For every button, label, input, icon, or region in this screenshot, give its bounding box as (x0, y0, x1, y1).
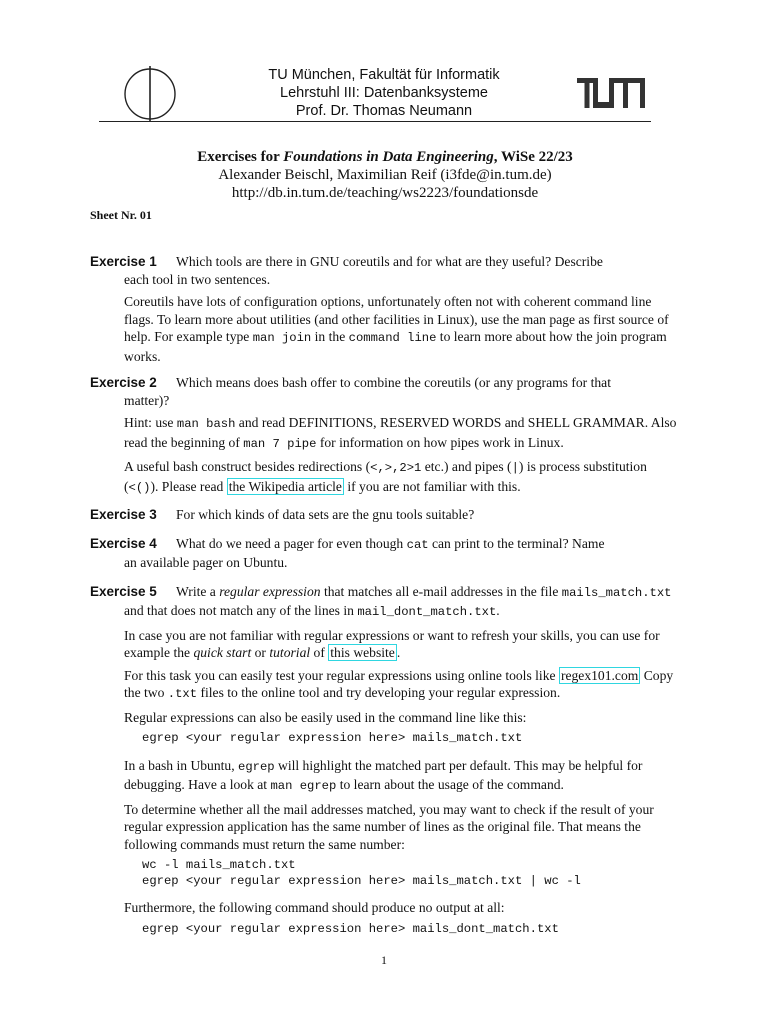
inline-code: cat (406, 537, 429, 552)
exercise-4 (90, 535, 680, 572)
question-text: each tool in two sentences. (124, 271, 271, 287)
exercise-label: Exercise 3 (90, 507, 157, 522)
exercise-label: Exercise 4 (90, 535, 157, 551)
exercise-label: Exercise 2 (90, 375, 157, 390)
code-line: egrep <your regular expression here> mails_match.txt | wc -l (142, 873, 581, 888)
emphasis: quick start (193, 645, 252, 660)
text: . (496, 603, 500, 618)
text: A useful bash construct besides redirections ( (124, 459, 371, 474)
paragraph (124, 293, 680, 365)
exercise-1 (90, 253, 680, 365)
text: in the (311, 329, 349, 344)
question-text: Which means does bash offer to combine the coreutils (or any programs for that (176, 375, 611, 390)
emphasis: regular expression (219, 583, 321, 599)
text: of (310, 645, 329, 660)
inline-code: man join (252, 331, 312, 345)
emphasis: tutorial (269, 645, 311, 660)
paragraph (124, 627, 680, 662)
text: files to the online tool and try developing your regular expression. (197, 685, 561, 700)
paragraph: Furthermore, the following command should produce no output at all: (124, 900, 505, 915)
text: Write a (176, 583, 220, 599)
institution-line: Lehrstuhl III: Datenbanksysteme (280, 85, 488, 101)
document-title (90, 148, 680, 202)
code-line: wc -l mails_match.txt (142, 858, 296, 872)
inline-code: man 7 pipe (243, 436, 317, 451)
text: or (251, 645, 270, 660)
text: Coreutils have lots of configuration options, unfortunately often not with coherent command line flags. To learn more about utilities (and other facilities in Linux), use the man page as first source of help. For example type (124, 294, 669, 344)
paragraph (124, 458, 680, 497)
code-line: egrep <your regular expression here> mails_dont_match.txt (142, 921, 559, 936)
code-block (142, 731, 680, 747)
regex101-link[interactable]: regex101.com (560, 667, 639, 683)
inline-code: man egrep (270, 779, 337, 793)
text: Copy the two (124, 667, 674, 700)
code-line: egrep <your regular expression here> mails_match.txt (142, 731, 523, 745)
exercise-label: Exercise 5 (90, 583, 157, 599)
hint-paragraph (124, 414, 680, 453)
paragraph: To determine whether all the mail addresses matched, you may want to check if the result of your regular expression application has the same number of lines as the original file. That means the following commands must return the same number: (124, 801, 654, 852)
text: Hint: use (124, 415, 177, 430)
text: to learn about the usage of the command. (336, 777, 564, 792)
website-link[interactable]: this website (330, 645, 395, 660)
text: for information on how pipes work in Linux. (316, 434, 564, 450)
inline-code: command line (348, 331, 437, 345)
title-prefix: Exercises for (197, 149, 284, 165)
inline-code: mail_dont_match.txt (357, 605, 497, 619)
title-suffix: , WiSe 22/23 (493, 149, 573, 165)
text: ). Please read (150, 478, 227, 494)
text: In a bash in Ubuntu, (124, 757, 239, 773)
question-text: matter)? (124, 392, 170, 408)
text: What do we need a pager for even though (176, 535, 407, 551)
text: to learn more about how the join program works. (124, 329, 667, 364)
inline-code: man bash (176, 417, 236, 431)
paragraph (124, 757, 680, 796)
question-text: an available pager on Ubuntu. (124, 555, 288, 570)
exercise-3 (90, 506, 680, 524)
code-block (142, 858, 680, 889)
exercise-label: Exercise 1 (90, 254, 157, 269)
question-text: Which tools are there in GNU coreutils and for what are they useful? Describe (176, 254, 603, 269)
inline-code: mails_match.txt (561, 585, 672, 600)
text: and that does not match any of the lines in (124, 603, 358, 618)
wikipedia-link[interactable]: the Wikipedia article (228, 478, 342, 494)
text: . (396, 645, 401, 660)
paragraph: Regular expressions can also be easily used in the command line like this: (124, 709, 527, 725)
course-name: Foundations in Data Engineering (283, 149, 494, 165)
tum-informatik-logo-icon (122, 66, 178, 122)
text: can print to the terminal? Name (428, 535, 605, 551)
question-text (124, 602, 680, 622)
course-url[interactable]: http://db.in.tum.de/teaching/ws2223/foundationsde (231, 185, 539, 201)
text: that matches all e-mail addresses in the file (320, 583, 562, 599)
institution-line: TU München, Fakultät für Informatik (268, 67, 500, 83)
text: ) is process substitution ( (124, 459, 647, 494)
text: will highlight the matched part per default. This may be helpful for debugging. Have a look at (124, 757, 643, 792)
paragraph (124, 667, 680, 704)
text: For this task you can easily test your regular expressions using online tools like (124, 667, 559, 683)
text: etc.) and pipes ( (421, 459, 512, 474)
inline-code: .txt (167, 687, 198, 701)
code-block (142, 922, 680, 938)
sheet-number: Sheet Nr. 01 (90, 208, 152, 222)
text: and read DEFINITIONS, RESERVED WORDS and SHELL GRAMMAR. Also read the beginning of (124, 415, 677, 450)
inline-code: egrep (238, 759, 275, 774)
inline-code: | (511, 461, 519, 475)
question-text: For which kinds of data sets are the gnu tools suitable? (176, 507, 475, 522)
header-rule (99, 121, 651, 122)
institution-block (230, 66, 538, 120)
inline-code: <() (128, 480, 151, 495)
inline-code: <,>,2>1 (370, 461, 422, 475)
authors: Alexander Beischl, Maximilian Reif (i3fde@in.tum.de) (218, 167, 552, 183)
exercise-2 (90, 374, 680, 497)
institution-line: Prof. Dr. Thomas Neumann (295, 103, 473, 119)
title-line (90, 148, 680, 166)
exercise-list (90, 253, 680, 947)
text: In case you are not familiar with regular expressions or want to refresh your skills, you can use for example the (124, 627, 660, 660)
tum-logo-icon (577, 78, 645, 108)
page-number: 1 (381, 953, 387, 967)
exercise-5 (90, 583, 680, 938)
text: if you are not familiar with this. (343, 478, 521, 494)
